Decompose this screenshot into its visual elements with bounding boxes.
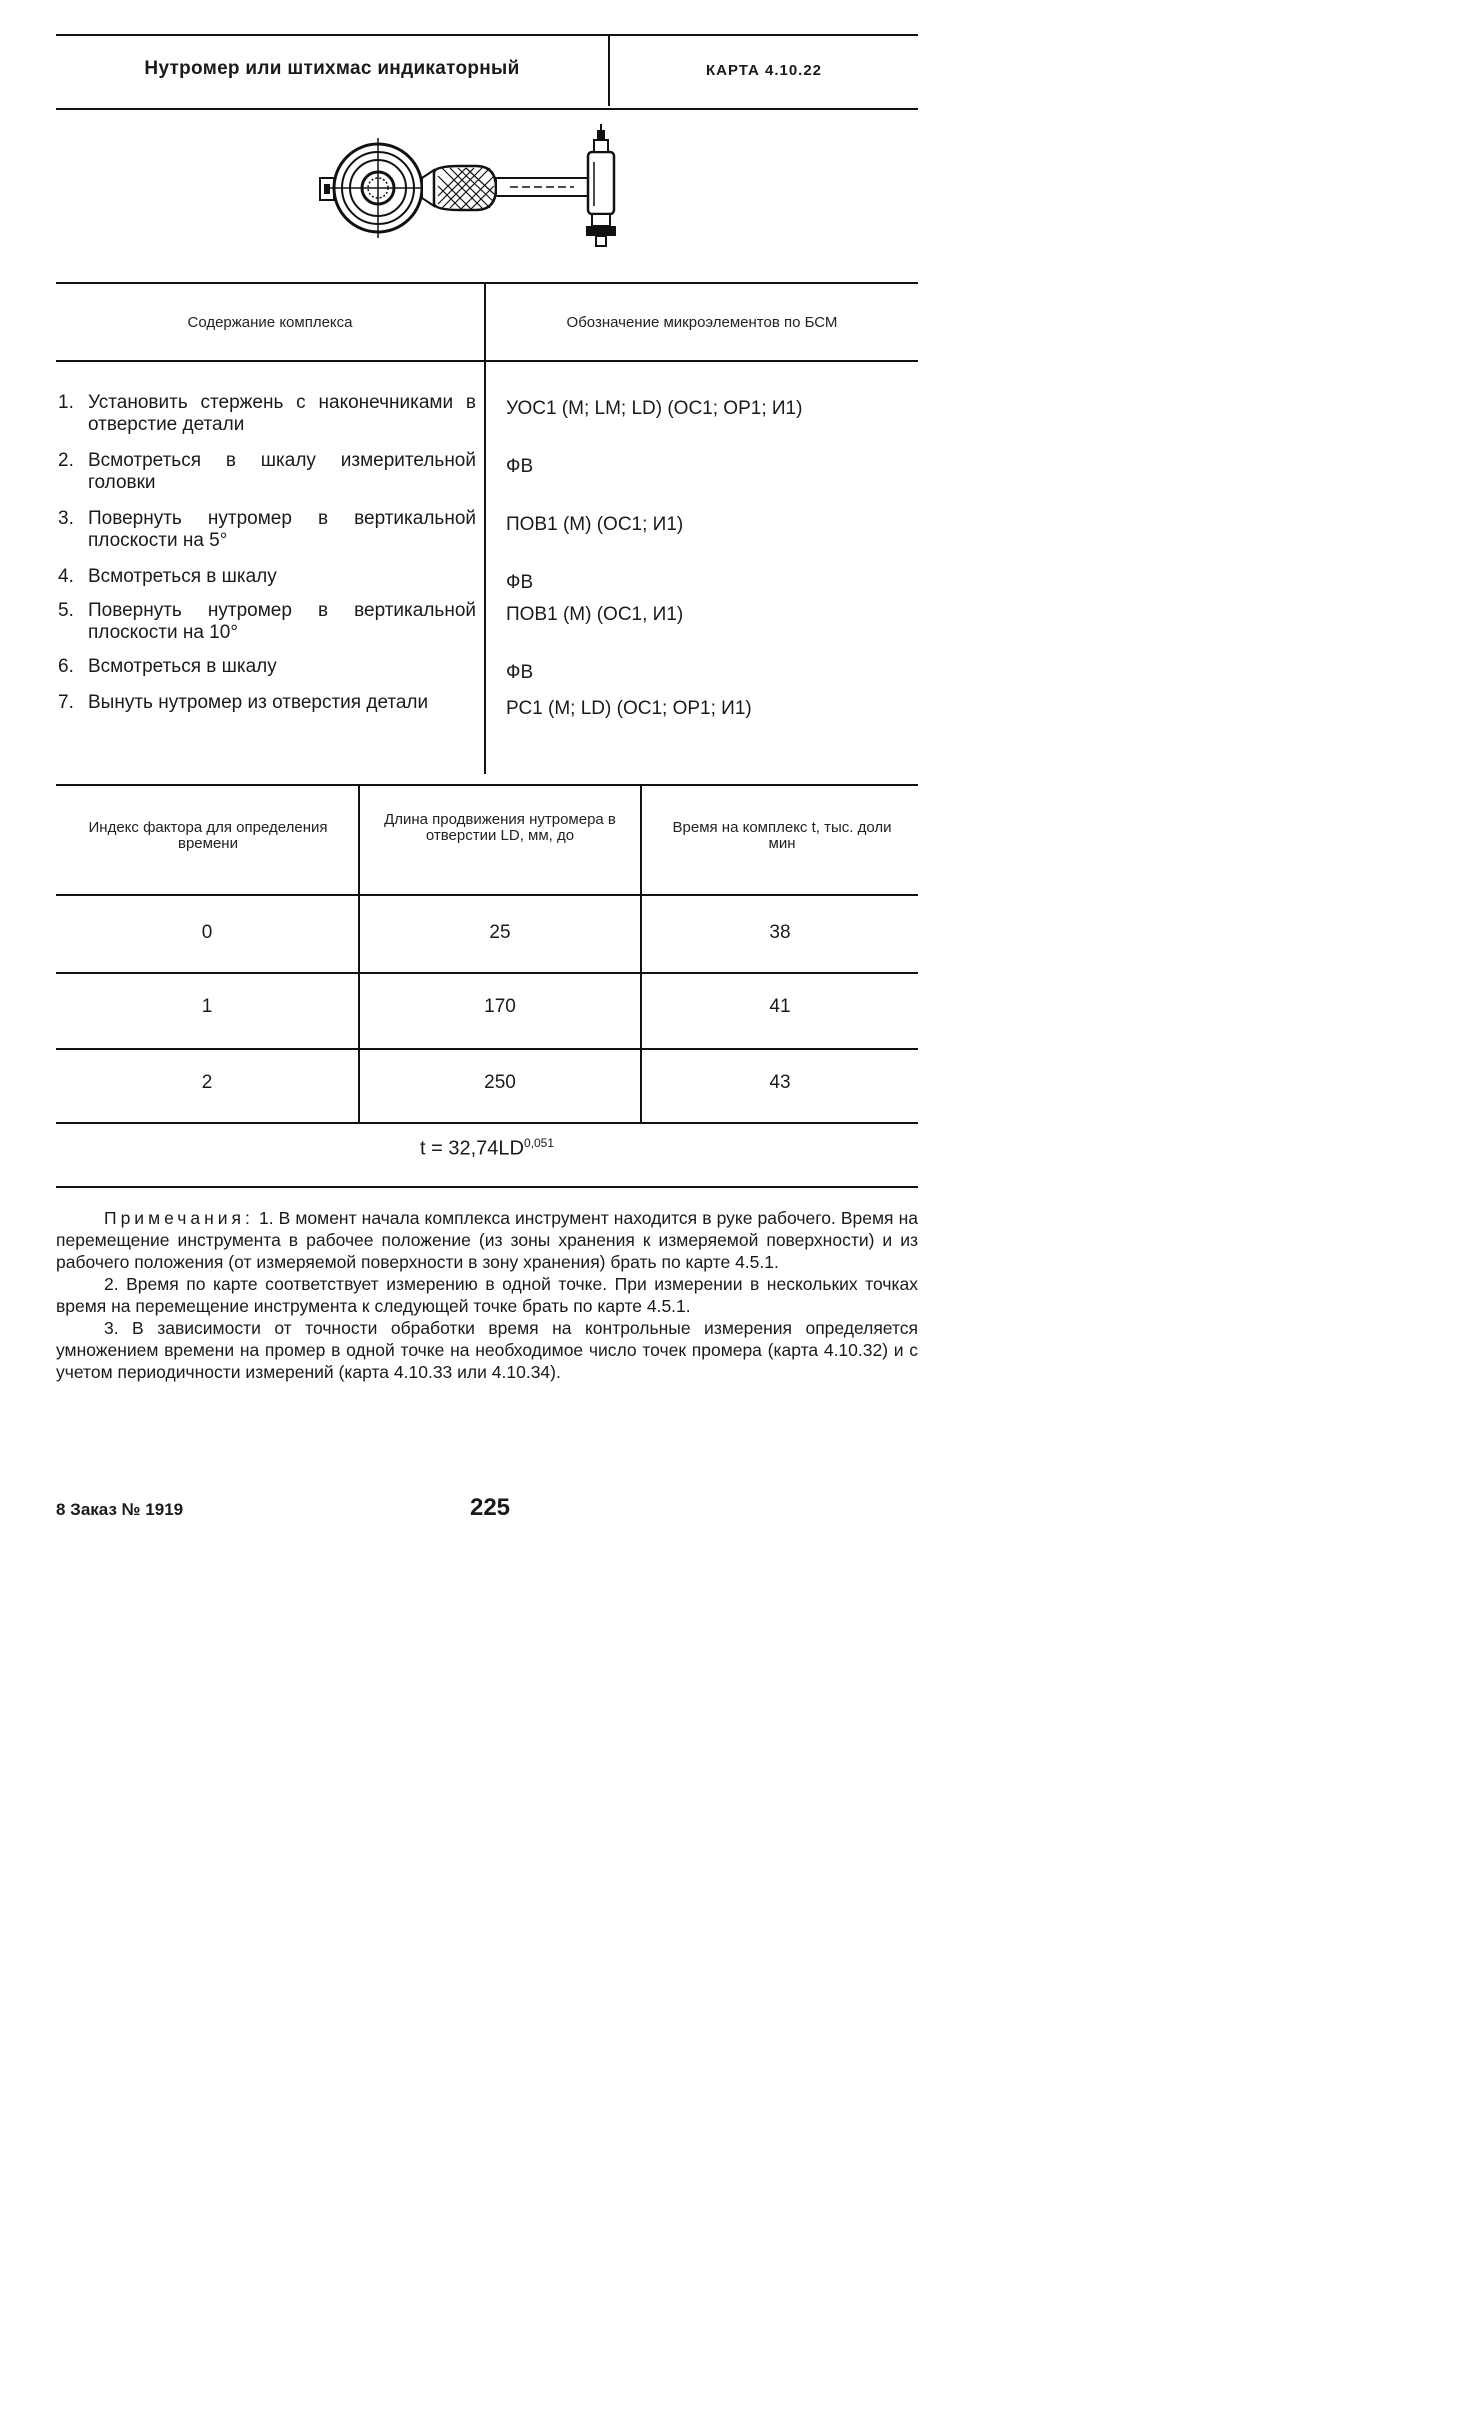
operation-row: [56, 566, 476, 590]
element-code: ФВ: [506, 572, 534, 593]
operation-text: Всмотреться в шкалу измерительной головки: [88, 450, 476, 493]
operation-number: 1.: [58, 392, 74, 413]
time-cell-length: 250: [484, 1072, 516, 1093]
time-cell-length: 170: [484, 996, 516, 1017]
time-cell-index: 1: [201, 996, 213, 1017]
operation-row: [56, 600, 476, 646]
operation-number: 3.: [58, 508, 74, 529]
bore-gauge-illustration: [310, 122, 640, 252]
operation-row: [56, 508, 476, 554]
element-code: ФВ: [506, 662, 534, 683]
rule-time-row: [56, 972, 918, 974]
time-header-index: Индекс фактора для определения времени: [88, 819, 328, 852]
note-1: [56, 1207, 918, 1273]
rule-formula-bottom: [56, 1186, 918, 1188]
operation-text: Всмотреться в шкалу: [88, 566, 277, 587]
rule-time-top: [56, 784, 918, 786]
time-cell-index: 0: [201, 922, 213, 943]
time-formula: [56, 1136, 918, 1161]
document-title: Нутромер или штихмас индикаторный: [144, 58, 520, 79]
time-cell-length: 25: [489, 922, 511, 943]
operation-text: Повернуть нутромер в вертикальной плоскости на 10°: [88, 600, 476, 643]
operation-text: Установить стержень с наконечниками в отверстие детали: [88, 392, 476, 435]
operation-row: [56, 656, 476, 680]
operation-text: Всмотреться в шкалу: [88, 656, 277, 677]
element-code: ПОВ1 (M) (ОС1; И1): [506, 514, 684, 535]
formula-base: t = 32,74LD: [420, 1137, 524, 1160]
operation-number: 5.: [58, 600, 74, 621]
ops-header-content: Содержание комплекса: [187, 314, 353, 331]
order-number: 8 Заказ № 1919: [56, 1500, 184, 1519]
rule-top: [56, 34, 918, 36]
rule-time-header-bottom: [56, 894, 918, 896]
card-number: КАРТА 4.10.22: [705, 62, 823, 79]
element-code: ФВ: [506, 456, 534, 477]
operation-text: Вынуть нутромер из отверстия детали: [88, 692, 429, 713]
time-cell-index: 2: [201, 1072, 213, 1093]
operation-number: 7.: [58, 692, 74, 713]
element-code: РС1 (M; LD) (ОС1; ОР1; И1): [506, 698, 752, 719]
ops-header-elements: Обозначение микроэлементов по БСМ: [566, 314, 838, 331]
rule-ops-header-bottom: [56, 360, 918, 362]
operations-list: [56, 392, 476, 751]
element-code: УОС1 (M; LM; LD) (ОС1; ОР1; И1): [506, 398, 803, 419]
ops-column-divider: [484, 284, 486, 774]
operation-text: Повернуть нутромер в вертикальной плоскости на 5°: [88, 508, 476, 551]
page-number: 225: [469, 1494, 511, 1521]
time-cell-time: 41: [769, 996, 791, 1017]
notes-block: [56, 1207, 918, 1383]
formula-exponent: 0,051: [523, 1136, 554, 1150]
note-1-text: 1. В момент начала комплекса инструмент находится в руке рабочего. Время на перемещение инструмента в рабочее положение (из зоны хранения к измеряемой поверхности) и из рабочего положения (от измеряемой поверхности в зону хранения) брать по карте 4.5.1.: [56, 1208, 918, 1272]
time-header-time: Время на комплекс t, тыс. доли мин: [672, 819, 892, 852]
operation-number: 4.: [58, 566, 74, 587]
operation-row: [56, 450, 476, 496]
operation-row: [56, 692, 476, 738]
time-header-length: Длина продвижения нутромера в отверстии LD, мм, до: [384, 811, 616, 844]
rule-time-bottom: [56, 1122, 918, 1124]
note-2: 2. Время по карте соответствует измерению в одной точке. При измерении в нескольких точках время на перемещение инструмента к следующей точке брать по карте 4.5.1.: [56, 1274, 918, 1316]
element-code: ПОВ1 (M) (ОС1, И1): [506, 604, 684, 625]
notes-label: Примечания:: [104, 1208, 254, 1228]
rule-time-row: [56, 1048, 918, 1050]
operation-number: 2.: [58, 450, 74, 471]
operation-row: [56, 392, 476, 438]
time-cell-time: 43: [769, 1072, 791, 1093]
rule-header-bottom: [56, 108, 918, 110]
operation-number: 6.: [58, 656, 74, 677]
note-3: 3. В зависимости от точности обработки время на контрольные измерения определяется умножением времени на промер в одной точке на необходимое число точек промера (карта 4.10.32) и с учетом периодичности измерений (карта 4.10.33 или 4.10.34).: [56, 1318, 918, 1382]
rule-ops-top: [56, 282, 918, 284]
time-cell-time: 38: [769, 922, 791, 943]
